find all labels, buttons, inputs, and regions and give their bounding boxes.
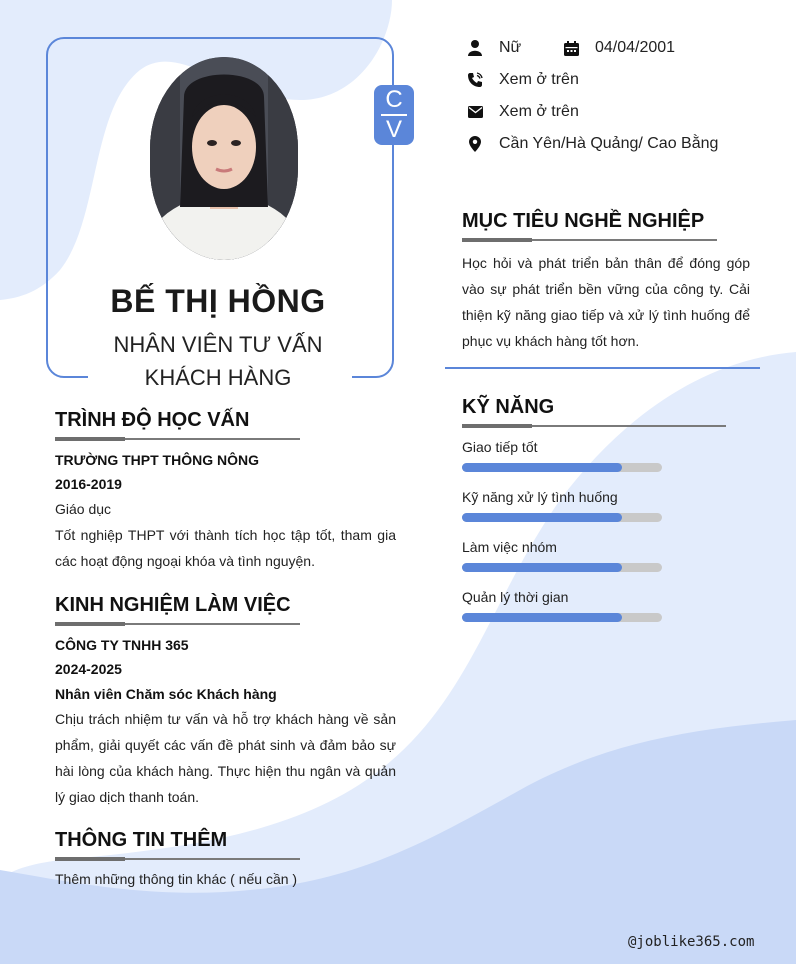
cv-badge [374, 85, 414, 145]
envelope-icon [464, 103, 486, 121]
extra-info-title: THÔNG TIN THÊM [55, 829, 228, 851]
skill-item [462, 437, 726, 472]
contact-dob-row [560, 32, 675, 64]
skill-label: Làm việc nhóm [462, 539, 557, 555]
skill-item [462, 487, 726, 522]
objective-underline [462, 238, 717, 241]
job-title-line2: KHÁCH HÀNG [144, 365, 292, 390]
phone-icon [464, 71, 486, 89]
experience-position: Nhân viên Chăm sóc Khách hàng [55, 686, 277, 702]
cv-badge-bottom: V [385, 116, 402, 143]
gender-value: Nữ [499, 39, 522, 56]
skills-section [462, 396, 726, 622]
avatar [150, 57, 298, 260]
experience-section [55, 594, 396, 810]
skill-item [462, 587, 726, 622]
job-title-line1: NHÂN VIÊN TƯ VẤN [113, 332, 323, 357]
experience-underline [55, 622, 300, 625]
skill-bar [462, 563, 662, 572]
skill-bar [462, 513, 662, 522]
education-major: Giáo dục [55, 501, 112, 517]
education-school: TRƯỜNG THPT THÔNG NÔNG [55, 452, 259, 468]
skill-bar [462, 613, 662, 622]
education-section [55, 409, 396, 574]
watermark: @joblike365.com [628, 934, 755, 950]
job-title [46, 328, 390, 394]
skill-label: Quản lý thời gian [462, 589, 569, 605]
phone-value: Xem ở trên [499, 71, 579, 88]
location-pin-icon [464, 135, 486, 153]
contact-dob [560, 32, 675, 64]
education-years: 2016-2019 [55, 476, 122, 492]
objective-title: MỤC TIÊU NGHỀ NGHIỆP [462, 210, 705, 232]
education-description: Tốt nghiệp THPT với thành tích học tập tốt, tham gia các hoạt động ngoại khóa và tình nguyện. [55, 527, 396, 569]
objective-section [462, 210, 750, 354]
email-value: Xem ở trên [499, 103, 579, 120]
candidate-name: BẾ THỊ HỒNG [110, 283, 326, 319]
skill-bar-fill [462, 463, 622, 472]
dob-value: 04/04/2001 [595, 39, 676, 56]
experience-company: CÔNG TY TNHH 365 [55, 637, 189, 653]
skill-label: Giao tiếp tốt [462, 439, 538, 455]
skills-title: KỸ NĂNG [462, 396, 555, 418]
calendar-icon [560, 39, 582, 57]
contact-phone [464, 64, 718, 96]
objective-text: Học hỏi và phát triển bản thân để đóng góp vào sự phát triển bền vững của công ty. Cải thiện kỹ năng giao tiếp và xử lý tình huống để phục vụ khách hàng tốt hơn. [462, 255, 750, 349]
skill-bar [462, 463, 662, 472]
avatar-illustration [150, 57, 298, 260]
person-icon [464, 39, 486, 57]
extra-info-text: Thêm những thông tin khác ( nếu cần ) [55, 871, 298, 887]
cv-badge-top: C [385, 86, 403, 113]
skill-bar-fill [462, 563, 622, 572]
skills-list [462, 437, 726, 622]
education-underline [55, 437, 300, 440]
extra-info-underline [55, 857, 300, 860]
experience-description: Chịu trách nhiệm tư vấn và hỗ trợ khách hàng về sản phẩm, giải quyết các vấn đề phát sinh và đảm bảo sự hài lòng của khách hàng. Thực hiện thu ngân và quản lý giao dịch thanh toán. [55, 711, 396, 805]
address-value: Cần Yên/Hà Quảng/ Cao Bằng [499, 135, 719, 152]
skill-label: Kỹ năng xử lý tình huống [462, 489, 618, 505]
skill-bar-fill [462, 613, 622, 622]
experience-title: KINH NGHIỆM LÀM VIỆC [55, 594, 291, 616]
contact-email [464, 96, 718, 128]
skill-item [462, 537, 726, 572]
contact-address [464, 128, 718, 160]
extra-info-section [55, 829, 396, 892]
education-title: TRÌNH ĐỘ HỌC VẤN [55, 409, 250, 431]
section-divider [445, 367, 760, 369]
skill-bar-fill [462, 513, 622, 522]
skills-underline [462, 424, 726, 427]
experience-years: 2024-2025 [55, 661, 122, 677]
